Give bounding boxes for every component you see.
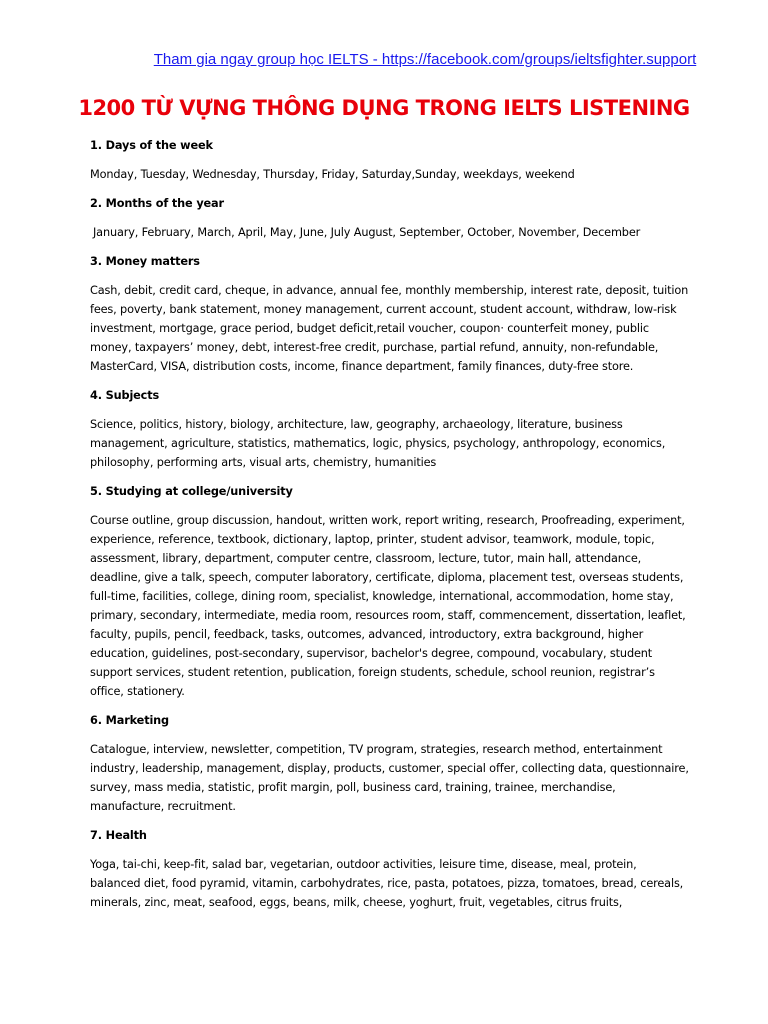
section-subjects <box>90 386 690 472</box>
section-heading: 7. Health <box>90 829 147 842</box>
section-heading: 3. Money matters <box>90 255 200 268</box>
section-days <box>90 136 690 184</box>
section-heading: 2. Months of the year <box>90 197 224 210</box>
document-title: 1200 TỪ VỰNG THÔNG DỤNG TRONG IELTS LISTENING <box>78 96 690 120</box>
section-studying <box>90 482 690 701</box>
section-money <box>90 252 690 376</box>
section-months <box>90 194 690 242</box>
section-text: Course outline, group discussion, handout, written work, report writing, research, Proofreading, experiment, experience, reference, textbook, dictionary, laptop, printer, student advisor, teamwork, module, topic, assessment, library, department, computer centre, classroom, lecture, tutor, main hall, attendance, deadline, give a talk, speech, computer laboratory, certificate, diploma, placement test, overseas students, full-time, facilities, college, dining room, specialist, knowledge, international, accommodation, home stay, primary, secondary, intermediate, media room, resources room, staff, commencement, dissertation, leaflet, faculty, pupils, pencil, feedback, tasks, outcomes, advanced, introductory, extra background, higher education, guidelines, post-secondary, supervisor, bachelor's degree, compound, vocabulary, student support services, student retention, publication, foreign students, schedule, school reunion, registrar’s office, stationery. <box>90 514 686 698</box>
document-content <box>90 136 690 922</box>
section-heading: 1. Days of the week <box>90 139 213 152</box>
section-text: Science, politics, history, biology, architecture, law, geography, archaeology, literature, business management, agriculture, statistics, mathematics, logic, physics, psychology, anthropology, economics, philosophy, performing arts, visual arts, chemistry, humanities <box>90 418 666 469</box>
header-link-container <box>0 50 768 70</box>
facebook-group-link[interactable]: Tham gia ngay group học IELTS - https://facebook.com/groups/ieltsfighter.support <box>153 51 697 68</box>
section-heading: 4. Subjects <box>90 389 160 402</box>
section-text: Monday, Tuesday, Wednesday, Thursday, Friday, Saturday,Sunday, weekdays, weekend <box>90 168 575 181</box>
section-text: Yoga, tai-chi, keep-fit, salad bar, vegetarian, outdoor activities, leisure time, disease, meal, protein, balanced diet, food pyramid, vitamin, carbohydrates, rice, pasta, potatoes, pizza, tomatoes, bread, cereals, minerals, zinc, meat, seafood, eggs, beans, milk, cheese, yoghurt, fruit, vegetables, citrus fruits, <box>90 858 684 909</box>
section-health <box>90 826 690 912</box>
section-text: Catalogue, interview, newsletter, competition, TV program, strategies, research method, entertainment industry, leadership, management, display, products, customer, special offer, collecting data, questionnaire, survey, mass media, statistic, profit margin, poll, business card, training, trainee, merchandise, manufacture, recruitment. <box>90 743 689 813</box>
section-text: Cash, debit, credit card, cheque, in advance, annual fee, monthly membership, interest rate, deposit, tuition fees, poverty, bank statement, money management, current account, student account, withdraw, low-risk investment, mortgage, grace period, budget deficit,retail voucher, coupon· counterfeit money, public money, taxpayers’ money, debt, interest-free credit, purchase, partial refund, annuity, non-refundable, MasterCard, VISA, distribution costs, income, finance department, family finances, duty-free store. <box>90 284 689 373</box>
section-heading: 5. Studying at college/university <box>90 485 293 498</box>
section-text: January, February, March, April, May, June, July August, September, October, November, December <box>93 226 641 239</box>
section-marketing <box>90 711 690 816</box>
section-heading: 6. Marketing <box>90 714 169 727</box>
